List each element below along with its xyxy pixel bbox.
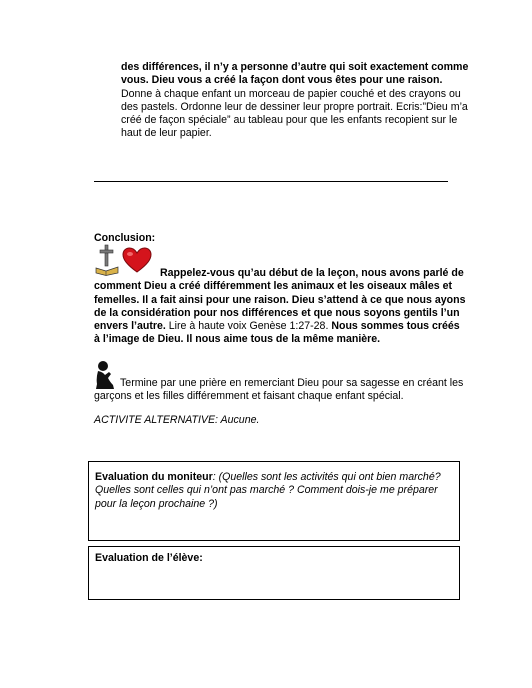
prayer-paragraph (94, 377, 466, 404)
intro-paragraph (121, 61, 473, 141)
teacher-evaluation-question: : (Quelles sont les activités qui ont bien marché? Quelles sont celles qui n’ont pas marché ? Comment dois-je me préparer pour la leçon prochaine ?) (95, 471, 441, 510)
intro-bold-text: des différences, il n’y a personne d’autre qui soit exactement comme vous. Dieu vous a créé la façon dont vous êtes pour une raison. (121, 61, 469, 87)
conclusion-heading: Conclusion: (94, 232, 156, 244)
alternative-activity: ACTIVITE ALTERNATIVE: Aucune. (94, 414, 260, 426)
conclusion-reading-text: Lire à haute voix Genèse 1:27-28. (165, 320, 329, 333)
conclusion-bold-text-2: Nous sommes tous créés à l’image de Dieu. Il nous aime tous de la même manière. (94, 320, 460, 346)
section-divider (94, 181, 448, 182)
student-evaluation-label: Evaluation de l’élève: (95, 552, 203, 564)
conclusion-paragraph (94, 267, 466, 347)
conclusion-bold-text-1: Rappelez-vous qu’au début de la leçon, nous avons parlé de comment Dieu a créé différemment les animaux et les oiseaux mâles et femelles. Il a fait ainsi pour une raison. Dieu s’attend à ce que nous ayons de la considération pour nos différences et que nous soyons gentils l’un envers l’autre. (94, 267, 466, 333)
student-evaluation-box[interactable] (88, 546, 460, 600)
prayer-text: Termine par une prière en remerciant Dieu pour sa sagesse en créant les garçons et les filles différemment et faisant chaque enfant spécial. (94, 377, 464, 403)
teacher-evaluation-label: Evaluation du moniteur (95, 471, 213, 483)
intro-instructions-text: Donne à chaque enfant un morceau de papier couché et des crayons ou des pastels. Ordonne leur de dessiner leur propre portrait. Ecris:”Dieu m’a créé de façon spéciale” au tableau pour que les enfants recopient sur le haut de leur papier. (121, 87, 468, 140)
teacher-evaluation-box[interactable] (88, 461, 460, 541)
